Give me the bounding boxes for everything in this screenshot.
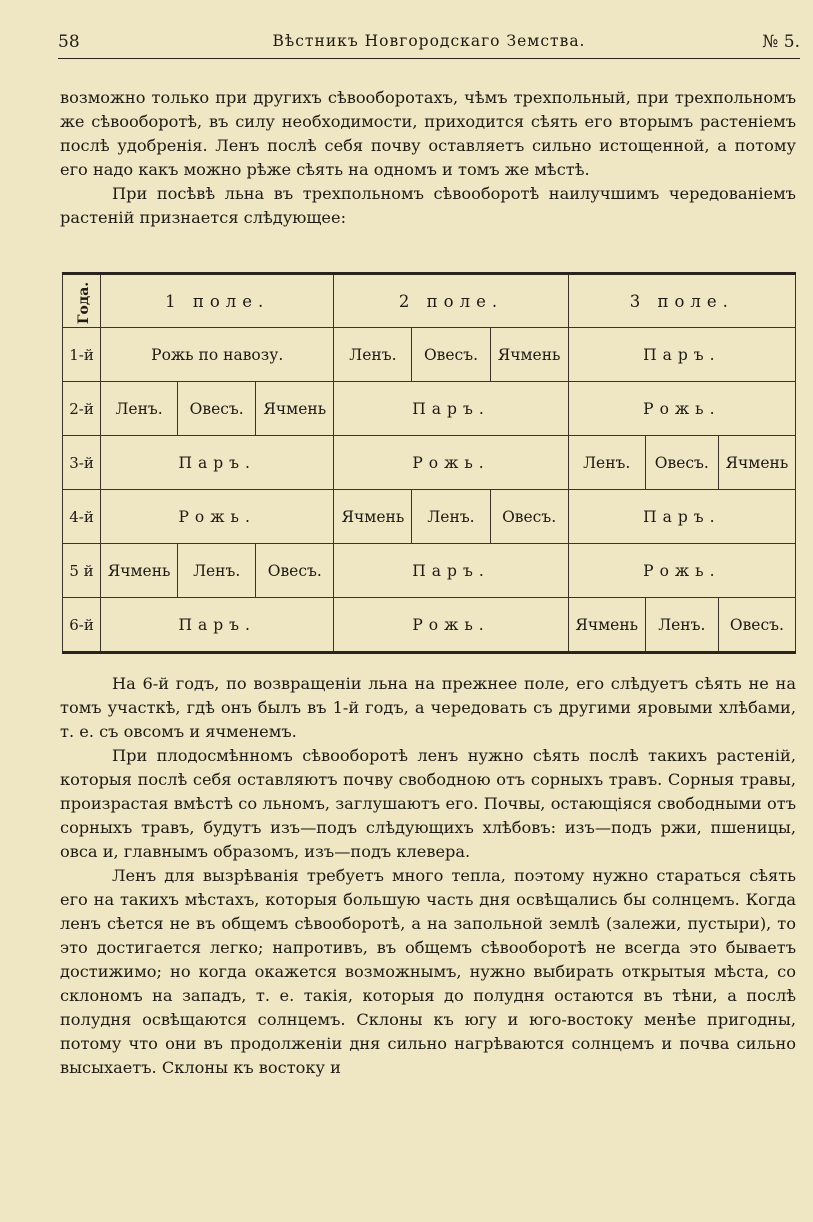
crop-cell: Овесъ. xyxy=(645,436,718,490)
crop-cell: Овесъ. xyxy=(256,544,334,598)
table-row xyxy=(63,328,796,382)
body-paragraph: На 6-й годъ, по возвращеніи льна на прежнее поле, его слѣдуетъ сѣять не на томъ участкѣ, гдѣ онъ былъ въ 1-й годъ, а чередовать съ другими яровыми хлѣбами, т. е. съ овсомъ и ячменемъ. xyxy=(60,674,796,741)
crop-cell: Паръ. xyxy=(334,544,568,598)
intro-text xyxy=(60,86,796,230)
issue-number: № 5. xyxy=(762,32,800,52)
header-rule xyxy=(58,58,800,59)
crop-cell: Ленъ. xyxy=(412,490,490,544)
table-row xyxy=(63,544,796,598)
intro-paragraph-2: При посѣвѣ льна въ трехпольномъ сѣвооборотѣ наилучшимъ чередованіемъ растеній признается слѣдующее: xyxy=(60,184,796,227)
page-header xyxy=(58,28,800,58)
field-2-header: 2 поле. xyxy=(334,274,568,328)
crop-cell: Рожь. xyxy=(101,490,334,544)
page-number: 58 xyxy=(58,32,80,52)
crop-cell: Паръ. xyxy=(334,382,568,436)
year-cell: 2-й xyxy=(63,382,101,436)
year-column-header: Года. xyxy=(63,274,101,328)
crop-cell: Рожь. xyxy=(568,382,795,436)
year-cell: 6-й xyxy=(63,598,101,653)
crop-cell: Паръ. xyxy=(568,490,795,544)
body-paragraph: При плодосмѣнномъ сѣвооборотѣ ленъ нужно сѣять послѣ такихъ растеній, которыя послѣ себя оставляютъ почву свободною отъ сорныхъ травъ. Сорныя травы, произрастая вмѣстѣ со льномъ, заглушаютъ его. Почвы, остающіяся свободными отъ сорныхъ травъ, будутъ изъ—подъ слѣдующихъ хлѣбовъ: изъ—подъ ржи, пшеницы, овса и, главнымъ образомъ, изъ—подъ клевера. xyxy=(60,746,796,861)
crop-cell: Рожь. xyxy=(568,544,795,598)
crop-cell: Паръ. xyxy=(101,436,334,490)
field-3-header: 3 поле. xyxy=(568,274,795,328)
table-header-row xyxy=(63,274,796,328)
rotation-table-wrap xyxy=(62,272,796,648)
crop-cell: Ячмень xyxy=(718,436,795,490)
crop-cell: Ленъ. xyxy=(568,436,645,490)
body-paragraph: Ленъ для вызрѣванія требуетъ много тепла, поэтому нужно стараться сѣять его на такихъ мѣстахъ, которыя большую часть дня освѣщались бы солнцемъ. Когда ленъ сѣется не въ общемъ сѣвооборотѣ, а на запольной землѣ (залежи, пустыри), то это достигается легко; напротивъ, въ общемъ сѣвооборотѣ не всегда это бываетъ достижимо; но когда окажется возможнымъ, нужно выбирать открытыя мѣста, со склономъ на западъ, т. е. такія, которыя до полудня остаются въ тѣни, а послѣ полудня освѣщаются солнцемъ. Склоны къ югу и юго-востоку менѣе пригодны, потому что они въ продолженіи дня сильно нагрѣваются солнцемъ и почва сильно высыхаетъ. Склоны къ востоку и xyxy=(60,866,796,1077)
crop-cell: Ленъ. xyxy=(334,328,412,382)
crop-cell: Паръ. xyxy=(101,598,334,653)
table-row xyxy=(63,490,796,544)
crop-cell: Ленъ. xyxy=(101,382,178,436)
crop-cell: Овесъ. xyxy=(412,328,490,382)
table-row xyxy=(63,598,796,653)
crop-cell: Ленъ. xyxy=(178,544,256,598)
field-1-header: 1 поле. xyxy=(101,274,334,328)
year-cell: 4-й xyxy=(63,490,101,544)
crop-cell: Рожь по навозу. xyxy=(101,328,334,382)
table-row xyxy=(63,382,796,436)
crop-cell: Овесъ. xyxy=(490,490,568,544)
crop-cell: Паръ. xyxy=(568,328,795,382)
crop-cell: Ячмень xyxy=(490,328,568,382)
journal-title: Вѣстникъ Новгородскаго Земства. xyxy=(272,32,586,50)
intro-paragraph-1: возможно только при другихъ сѣвооборотахъ, чѣмъ трехпольный, при трехпольномъ же сѣвооборотѣ, въ силу необходимости, приходится сѣять его вторымъ растеніемъ послѣ удобренія. Ленъ послѣ себя почву оставляетъ сильно истощенной, а потому его надо какъ можно рѣже сѣять на одномъ и томъ же мѣстѣ. xyxy=(60,88,796,179)
crop-cell: Ячмень xyxy=(334,490,412,544)
year-cell: 5 й xyxy=(63,544,101,598)
crop-cell: Овесъ. xyxy=(178,382,256,436)
crop-cell: Ячмень xyxy=(568,598,645,653)
year-cell: 1-й xyxy=(63,328,101,382)
crop-rotation-table xyxy=(62,272,796,654)
year-cell: 3-й xyxy=(63,436,101,490)
crop-cell: Ячмень xyxy=(256,382,334,436)
crop-cell: Рожь. xyxy=(334,598,568,653)
crop-cell: Ячмень xyxy=(101,544,178,598)
body-text xyxy=(60,672,796,1080)
crop-cell: Овесъ. xyxy=(718,598,795,653)
crop-cell: Рожь. xyxy=(334,436,568,490)
crop-cell: Ленъ. xyxy=(645,598,718,653)
table-row xyxy=(63,436,796,490)
